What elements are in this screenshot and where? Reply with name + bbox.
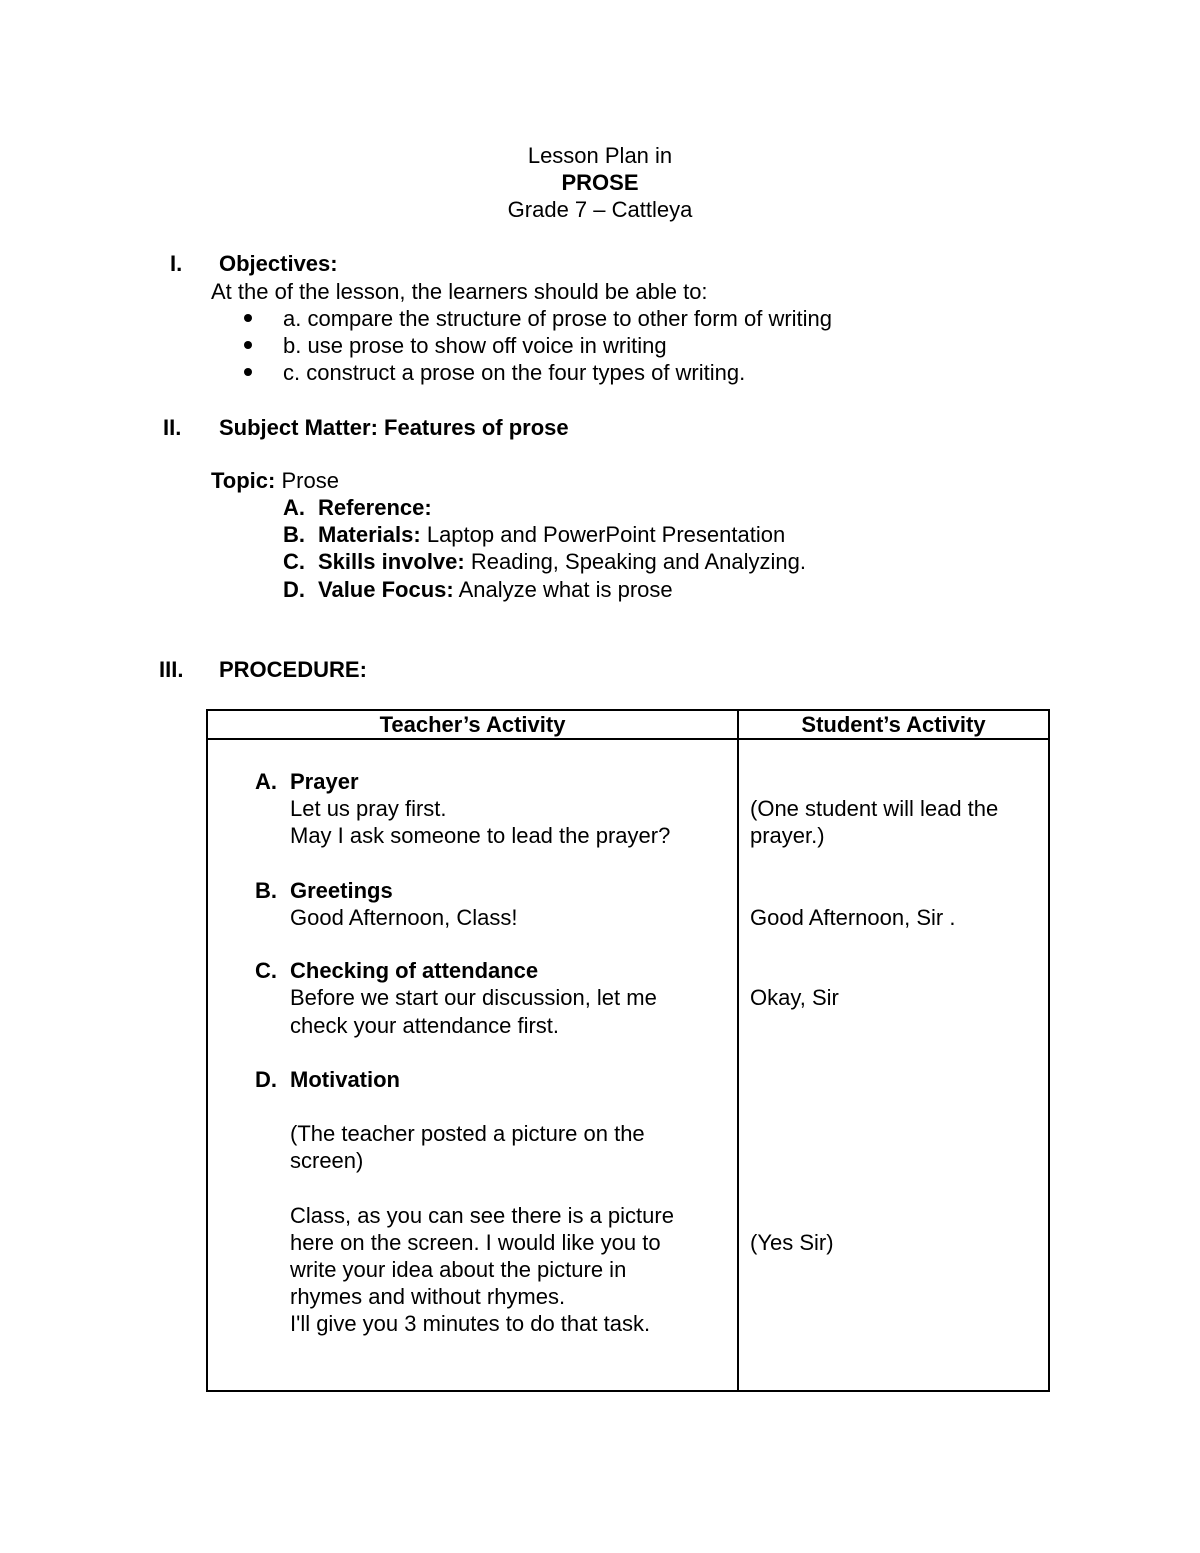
teacher-line: Before we start our discussion, let me	[290, 985, 657, 1010]
subject-matter-heading: Subject Matter: Features of prose	[219, 415, 569, 440]
doc-title-line1: Lesson Plan in	[527, 143, 673, 168]
section-title-motivation: Motivation	[290, 1067, 400, 1092]
objectives-heading: Objectives:	[219, 251, 338, 276]
student-line: (One student will lead the	[750, 796, 999, 821]
subject-item-skills	[318, 548, 806, 575]
teacher-line: screen)	[290, 1148, 364, 1173]
teacher-line: here on the screen. I would like you to	[290, 1230, 661, 1255]
bullet-icon	[244, 368, 252, 376]
student-line: (Yes Sir)	[750, 1230, 834, 1255]
subject-item-value: Laptop and PowerPoint Presentation	[420, 522, 786, 547]
subject-item-value-focus	[318, 576, 673, 603]
teacher-line: write your idea about the picture in	[290, 1257, 627, 1282]
section-title-prayer: Prayer	[290, 769, 359, 794]
teacher-line: Class, as you can see there is a picture	[290, 1203, 674, 1228]
doc-title-subject: PROSE	[561, 170, 639, 195]
teacher-line: rhymes and without rhymes.	[290, 1284, 566, 1309]
subject-item-letter: D.	[283, 577, 305, 602]
objectives-intro: At the of the lesson, the learners should be able to:	[211, 279, 708, 304]
subject-item-letter: C.	[283, 549, 305, 574]
section-letter: D.	[255, 1067, 277, 1092]
subject-item-letter: B.	[283, 522, 305, 547]
teacher-line: May I ask someone to lead the prayer?	[290, 823, 671, 848]
table-row	[207, 739, 1049, 1391]
topic-value: Prose	[275, 468, 339, 493]
section-letter: A.	[255, 769, 277, 794]
bullet-icon	[244, 341, 252, 349]
procedure-numeral: III.	[159, 657, 184, 682]
subject-item-value: Reading, Speaking and Analyzing.	[464, 549, 806, 574]
subject-matter-numeral: II.	[163, 415, 182, 440]
teacher-line: Let us pray first.	[290, 796, 447, 821]
subject-item-label: Reference:	[318, 495, 432, 520]
teacher-line: Good Afternoon, Class!	[290, 905, 518, 930]
section-letter: C.	[255, 958, 277, 983]
objective-item: a. compare the structure of prose to other form of writing	[283, 306, 833, 331]
student-line: Good Afternoon, Sir .	[750, 905, 956, 930]
objective-item: c. construct a prose on the four types of writing.	[283, 360, 746, 385]
subject-item-value: Analyze what is prose	[453, 577, 673, 602]
subject-item-label: Materials:	[318, 522, 421, 547]
teacher-line: (The teacher posted a picture on the	[290, 1121, 645, 1146]
section-letter: B.	[255, 878, 277, 903]
bullet-icon	[244, 314, 252, 322]
table-header-row	[207, 710, 1049, 739]
teacher-line: I'll give you 3 minutes to do that task.	[290, 1311, 651, 1336]
subject-item-letter: A.	[283, 495, 305, 520]
topic-line	[211, 467, 339, 494]
subject-item-label: Skills involve:	[318, 549, 465, 574]
student-line: prayer.)	[750, 823, 825, 848]
doc-title-grade: Grade 7 – Cattleya	[507, 197, 693, 222]
procedure-table	[206, 709, 1050, 1392]
procedure-heading: PROCEDURE:	[219, 657, 367, 682]
topic-label: Topic:	[211, 468, 276, 493]
section-title-attendance: Checking of attendance	[290, 958, 539, 983]
column-header-teacher: Teacher’s Activity	[207, 710, 738, 739]
teacher-line: check your attendance first.	[290, 1013, 560, 1038]
section-title-greetings: Greetings	[290, 878, 393, 903]
subject-item-label: Value Focus:	[318, 577, 454, 602]
column-header-student: Student’s Activity	[738, 710, 1049, 739]
objectives-numeral: I.	[170, 251, 183, 276]
subject-item-materials	[318, 521, 785, 548]
teacher-activity-cell	[207, 739, 738, 1391]
student-activity-cell	[738, 739, 1049, 1391]
student-line: Okay, Sir	[750, 985, 839, 1010]
subject-item-reference	[318, 494, 432, 521]
objective-item: b. use prose to show off voice in writing	[283, 333, 667, 358]
